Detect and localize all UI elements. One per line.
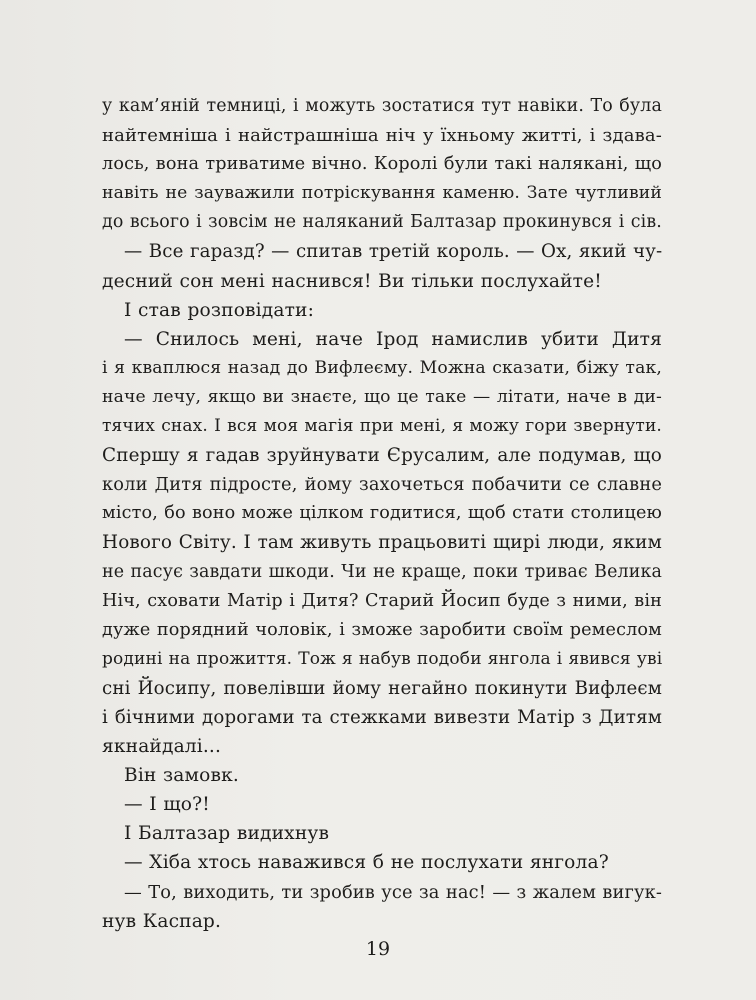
text-line: — Все гаразд? — спитав третій король. — Ох, який чу- [124, 241, 663, 263]
text-line: навіть не зауважили потріскування каменю. Зате чутливий [102, 183, 662, 204]
page-number: 19 [365, 938, 391, 960]
text-line: І став розповідати: [124, 299, 314, 321]
body-text [102, 92, 662, 936]
text-line: лось, вона триватиме вічно. Королі були такі налякані, що [102, 154, 662, 175]
text-line: десний сон мені наснився! Ви тільки послухайте! [102, 270, 602, 292]
text-line: наче лечу, якщо ви знаєте, що це таке — літати, наче в ди- [102, 386, 662, 407]
text-line: і бічними дорогами та стежками вивезти Матір з Дитям [102, 706, 662, 728]
text-line: сні Йосипу, повелівши йому негайно покинути Вифлеєм [102, 677, 662, 699]
text-line: Спершу я гадав зруйнувати Єрусалим, але подумав, що [102, 445, 662, 467]
text-line: — Снилось мені, наче Ірод намислив убити Дитя [124, 328, 662, 350]
text-line: Він замовк. [124, 765, 239, 787]
text-line: — І що?! [124, 794, 210, 816]
text-line: місто, бо воно може цілком годитися, щоб стати столицею [102, 503, 662, 524]
text-line: і я кваплюся назад до Вифлеєму. Можна сказати, біжу так, [102, 357, 662, 378]
text-line: не пасує завдати шкоди. Чи не краще, поки триває Велика [102, 561, 662, 582]
text-line: найтемніша і найстрашніша ніч у їхньому житті, і здава- [102, 125, 662, 147]
text-line: — То, виходить, ти зробив усе за нас! — з жалем вигук- [124, 881, 663, 903]
text-line: якнайдалі... [102, 736, 222, 758]
text-line: Нового Світу. І там живуть працьовиті щирі люди, яким [102, 532, 662, 554]
text-line: дуже порядний чоловік, і зможе заробити своїм ремеслом [102, 619, 662, 640]
text-line: — Хіба хтось наважився б не послухати янгола? [124, 852, 609, 874]
text-line: нув Каспар. [102, 910, 222, 932]
text-line: коли Дитя підросте, йому захочеться побачити се славне [102, 474, 662, 496]
text-line: у кам’яній темниці, і можуть зостатися тут навіки. То була [102, 96, 662, 116]
text-line: родині на прожиття. Тож я набув подоби янгола і явився уві [102, 648, 663, 669]
text-line: І Балтазар видихнув [124, 823, 330, 845]
text-line: Ніч, сховати Матір і Дитя? Старий Йосип буде з ними, він [102, 590, 662, 611]
text-line: тячих снах. І вся моя магія при мені, я можу гори звернути. [102, 416, 662, 437]
text-line: до всього і зовсім не наляканий Балтазар прокинувся і сів. [102, 212, 662, 233]
